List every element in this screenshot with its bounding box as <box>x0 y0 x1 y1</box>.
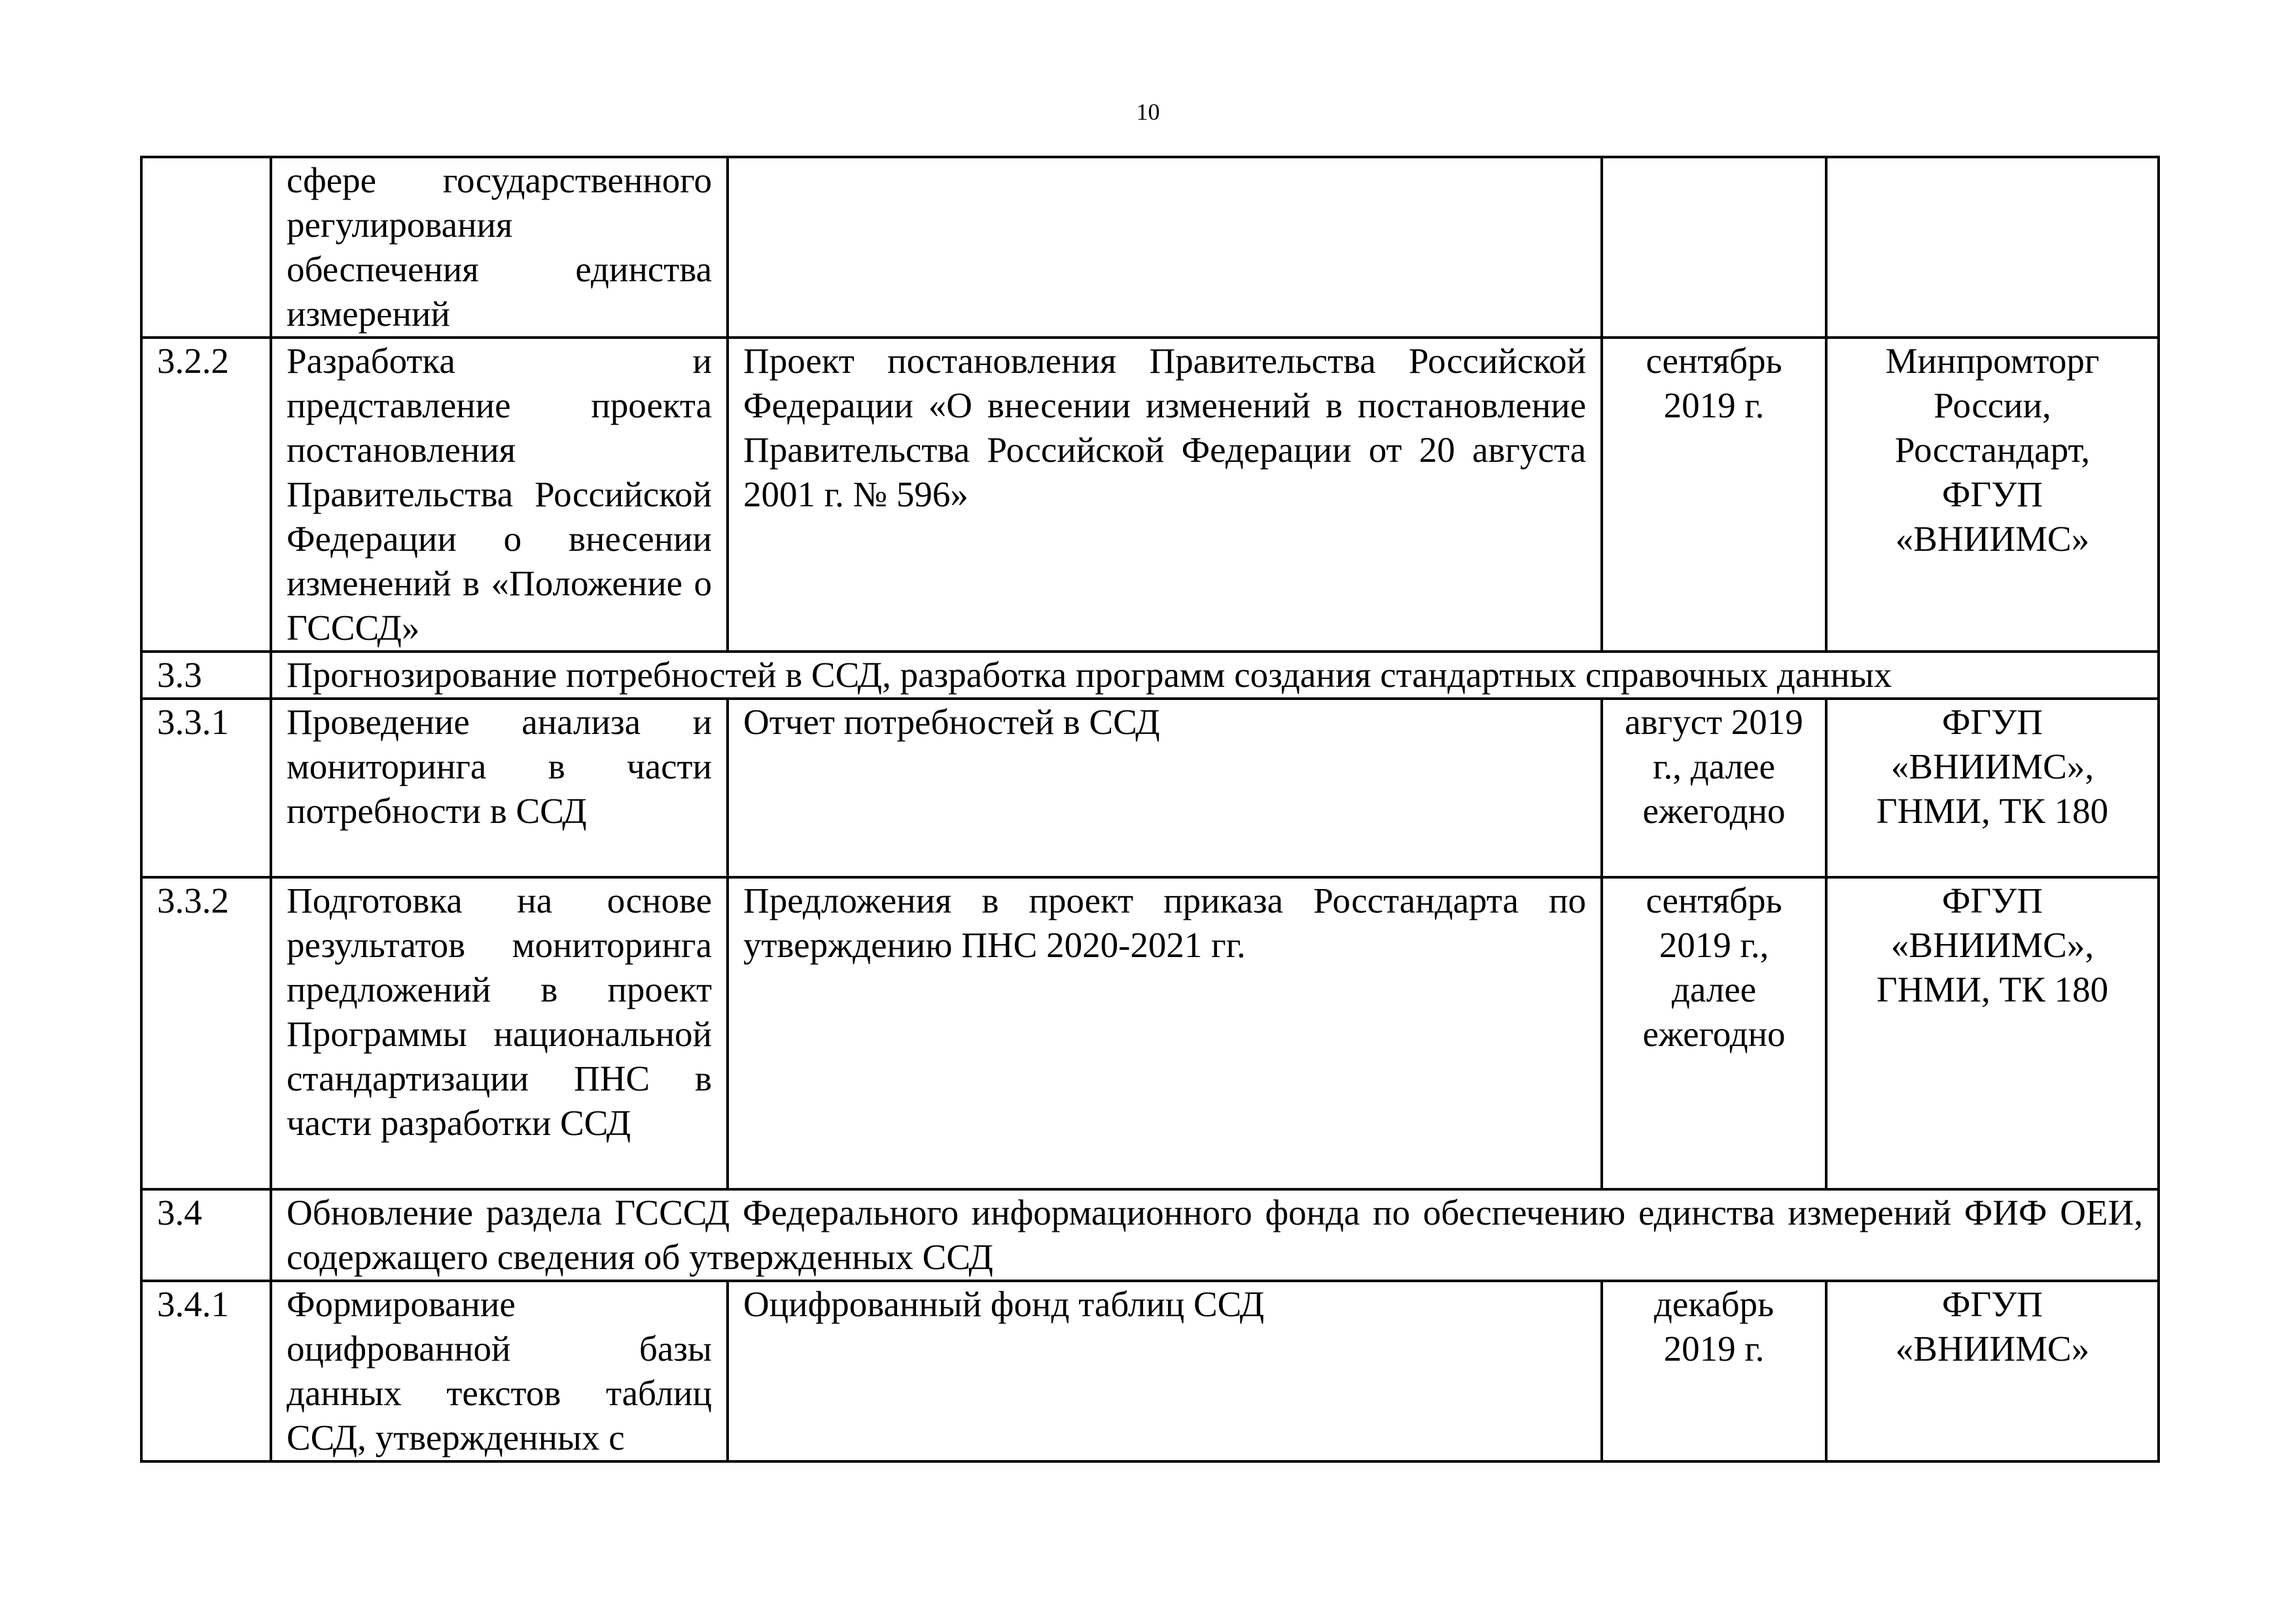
item-number: 3.2.2 <box>141 338 271 652</box>
section-number: 3.3 <box>141 652 271 699</box>
section-title: Обновление раздела ГСССД Федерального информационного фонда по обеспечению единства измерений ФИФ ОЕИ, содержащего сведения об утвержденных ССД <box>271 1189 2159 1281</box>
deadline-cell: сентябрь 2019 г. <box>1602 338 1826 652</box>
item-number: 3.3.2 <box>141 877 271 1189</box>
task-cell: Проведение анализа и мониторинга в части потребности в ССД <box>271 699 728 877</box>
table-row <box>141 1281 2159 1461</box>
executor-cell: ФГУП «ВНИИМС», ГНМИ, ТК 180 <box>1826 699 2159 877</box>
deadline-cell: сентябрь 2019 г., далее ежегодно <box>1602 877 1826 1189</box>
executor-cell: Минпромторг России, Росстандарт, ФГУП «ВНИИМС» <box>1826 338 2159 652</box>
result-cell <box>728 157 1602 338</box>
section-number: 3.4 <box>141 1189 271 1281</box>
deadline-cell: август 2019 г., далее ежегодно <box>1602 699 1826 877</box>
table-row <box>141 699 2159 877</box>
task-cell: Разработка и представление проекта постановления Правительства Российской Федерации о внесении изменений в «Положение о ГСССД» <box>271 338 728 652</box>
table-row <box>141 338 2159 652</box>
result-cell: Проект постановления Правительства Российской Федерации «О внесении изменений в постановление Правительства Российской Федерации от 20 августа 2001 г. № 596» <box>728 338 1602 652</box>
section-title: Прогнозирование потребностей в ССД, разработка программ создания стандартных справочных данных <box>271 652 2159 699</box>
executor-cell <box>1826 157 2159 338</box>
deadline-cell <box>1602 157 1826 338</box>
table-row <box>141 157 2159 338</box>
deadline-cell: декабрь 2019 г. <box>1602 1281 1826 1461</box>
table-row <box>141 877 2159 1189</box>
item-number: 3.4.1 <box>141 1281 271 1461</box>
item-number <box>141 157 271 338</box>
page-number: 10 <box>1136 99 1160 125</box>
task-cell: Формирование оцифрованной базы данных текстов таблиц ССД, утвержденных с <box>271 1281 728 1461</box>
result-cell: Оцифрованный фонд таблиц ССД <box>728 1281 1602 1461</box>
result-cell: Предложения в проект приказа Росстандарта по утверждению ПНС 2020-2021 гг. <box>728 877 1602 1189</box>
section-row <box>141 1189 2159 1281</box>
plan-table <box>140 156 2160 1463</box>
result-cell: Отчет потребностей в ССД <box>728 699 1602 877</box>
task-cell: Подготовка на основе результатов мониторинга предложений в проект Программы национальной стандартизации ПНС в части разработки ССД <box>271 877 728 1189</box>
section-row <box>141 652 2159 699</box>
executor-cell: ФГУП «ВНИИМС» <box>1826 1281 2159 1461</box>
executor-cell: ФГУП «ВНИИМС», ГНМИ, ТК 180 <box>1826 877 2159 1189</box>
item-number: 3.3.1 <box>141 699 271 877</box>
task-cell: сфере государственного регулирования обеспечения единства измерений <box>271 157 728 338</box>
